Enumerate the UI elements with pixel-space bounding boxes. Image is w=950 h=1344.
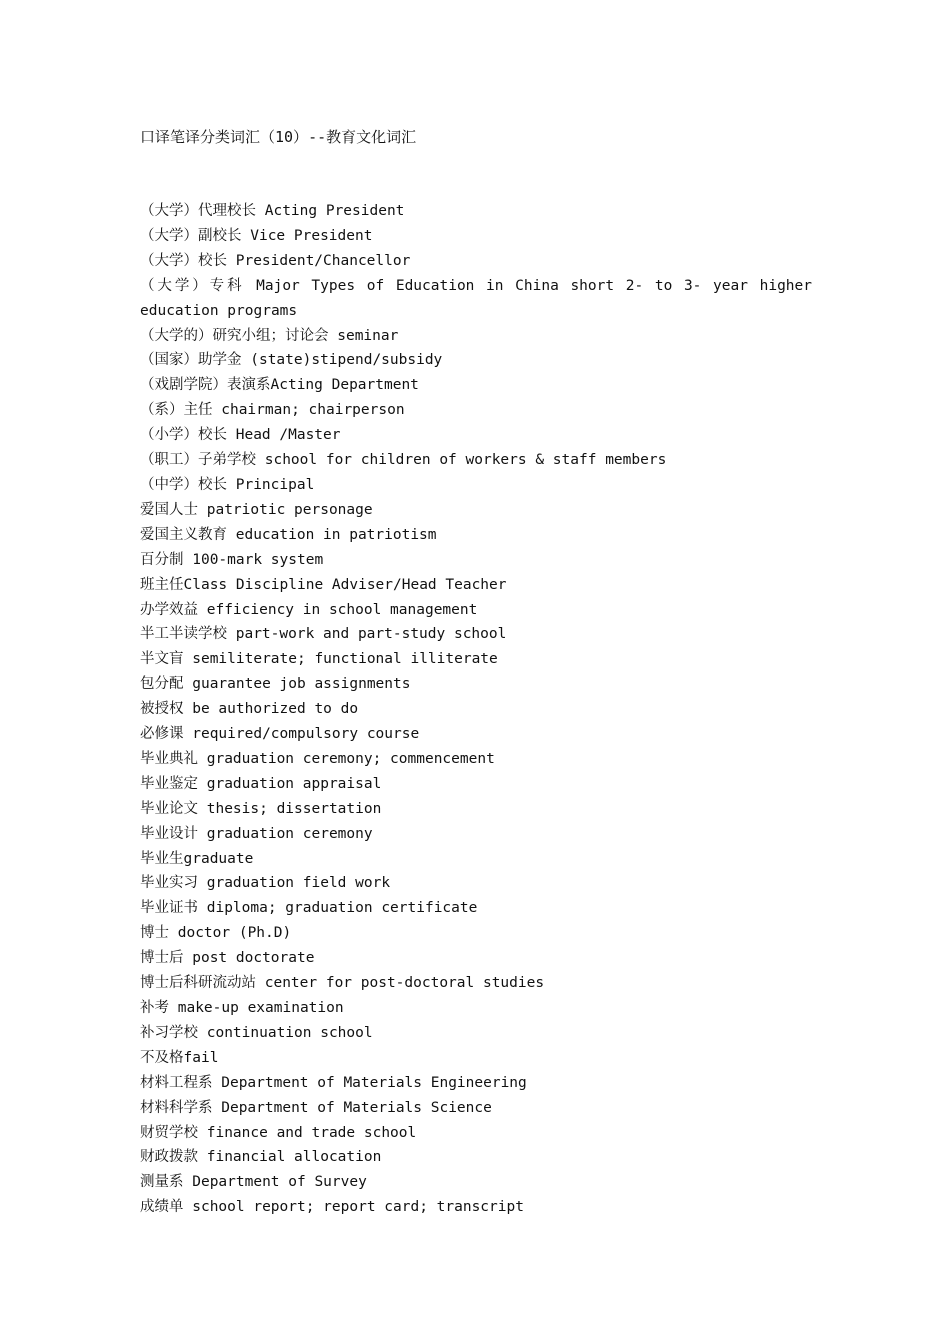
glossary-entry: （国家）助学金 (state)stipend/subsidy xyxy=(140,352,443,369)
glossary-entry: 博士后 post doctorate xyxy=(140,950,315,967)
glossary-entry: （大学）副校长 Vice President xyxy=(140,227,373,244)
glossary-entry: 毕业证书 diploma; graduation certificate xyxy=(140,900,478,917)
glossary-entry: 爱国主义教育 education in patriotism xyxy=(140,526,437,543)
glossary-entry: 办学效益 efficiency in school management xyxy=(140,601,478,618)
glossary-entry: 博士 doctor (Ph.D) xyxy=(140,925,292,942)
glossary-entry: 半工半读学校 part-work and part-study school xyxy=(140,626,507,643)
glossary-entry: 财贸学校 finance and trade school xyxy=(140,1124,417,1141)
glossary-entry: 毕业典礼 graduation ceremony; commencement xyxy=(140,750,495,767)
glossary-entry: 成绩单 school report; report card; transcript xyxy=(140,1199,524,1216)
glossary-entry: 爱国人士 patriotic personage xyxy=(140,501,373,518)
glossary-entry: 百分制 100-mark system xyxy=(140,551,324,568)
glossary-entry: （大学）代理校长 Acting President xyxy=(140,203,405,219)
glossary-list xyxy=(140,199,812,1220)
glossary-entry: （中学）校长 Principal xyxy=(140,476,315,493)
glossary-entry: 不及格fail xyxy=(140,1049,219,1066)
glossary-entry: （大学）校长 President/Chancellor xyxy=(140,252,411,269)
glossary-entry: （戏剧学院）表演系Acting Department xyxy=(140,377,419,394)
glossary-entry: 班主任Class Discipline Adviser/Head Teacher xyxy=(140,576,507,593)
glossary-entry: 毕业鉴定 graduation appraisal xyxy=(140,775,382,792)
glossary-entry: （大学的）研究小组；讨论会 seminar xyxy=(140,327,399,344)
glossary-entry: 材料工程系 Department of Materials Engineering xyxy=(140,1074,527,1091)
glossary-entry: （小学）校长 Head /Master xyxy=(140,427,341,444)
document-title: 口译笔译分类词汇（10）--教育文化词汇 xyxy=(140,128,417,146)
glossary-entry: 毕业实习 graduation field work xyxy=(140,875,391,892)
glossary-entry: 测量系 Department of Survey xyxy=(140,1174,367,1191)
glossary-entry: 半文盲 semiliterate; functional illiterate xyxy=(140,651,498,668)
glossary-entry: 包分配 guarantee job assignments xyxy=(140,676,411,693)
glossary-entry: （职工）子弟学校 school for children of workers & staff members xyxy=(140,452,667,469)
glossary-entry: 材料科学系 Department of Materials Science xyxy=(140,1099,492,1116)
glossary-entry: 补考 make-up examination xyxy=(140,1000,344,1016)
glossary-entry: 必修课 required/compulsory course xyxy=(140,726,420,743)
glossary-entry: 毕业论文 thesis; dissertation xyxy=(140,800,382,817)
glossary-entry: （系）主任 chairman; chairperson xyxy=(140,402,405,419)
glossary-entry: 毕业生graduate xyxy=(140,850,254,867)
glossary-entry: 博士后科研流动站 center for post-doctoral studies xyxy=(140,975,545,992)
glossary-entry: （大学）专科 Major Types of Education in China short 2- to 3- year higher education programs xyxy=(140,277,812,319)
glossary-entry: 毕业设计 graduation ceremony xyxy=(140,825,373,842)
glossary-entry: 财政拨款 financial allocation xyxy=(140,1149,382,1166)
glossary-entry: 补习学校 continuation school xyxy=(140,1024,373,1041)
glossary-entry: 被授权 be authorized to do xyxy=(140,701,359,718)
